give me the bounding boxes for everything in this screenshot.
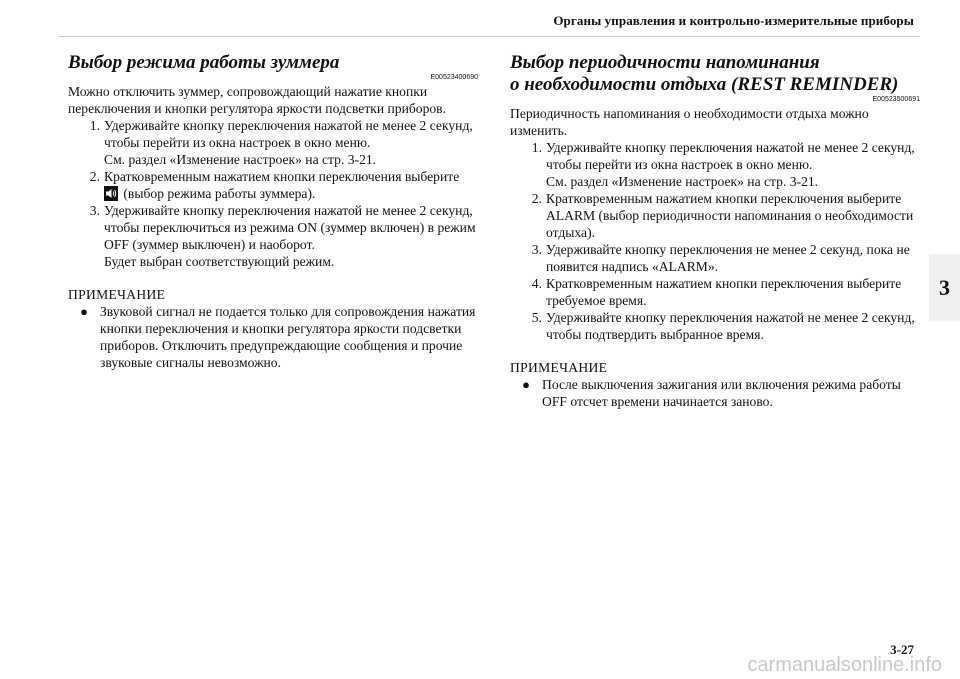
note-text: После выключения зажигания или включения режима работы OFF отсчет времени начинается заново. (542, 377, 901, 409)
step-text: Удерживайте кнопку переключения нажатой не менее 2 секунд, чтобы подтвердить выбранное время. (546, 310, 915, 342)
note-block (510, 359, 920, 410)
steps-list (68, 117, 478, 270)
left-column (68, 52, 478, 371)
note-heading: ПРИМЕЧАНИЕ (68, 287, 166, 302)
note-heading: ПРИМЕЧАНИЕ (510, 360, 608, 375)
right-column (510, 52, 920, 410)
step-text: Удерживайте кнопку переключения не менее 2 секунд, пока не появится надпись «ALARM». (546, 242, 910, 274)
list-item (510, 190, 920, 241)
chapter-tab[interactable]: 3 (929, 254, 960, 321)
list-item (510, 275, 920, 309)
note-item (68, 303, 478, 371)
step-result: Будет выбран соответствующий режим. (104, 254, 335, 269)
list-item (510, 241, 920, 275)
watermark[interactable]: carmanualsonline.info (747, 654, 942, 676)
section-title-line1: Выбор периодичности напоминания (510, 52, 820, 73)
speaker-icon (104, 186, 118, 201)
section-title-rest-reminder (510, 52, 920, 96)
note-item (510, 376, 920, 410)
list-item (68, 168, 478, 202)
header-divider (58, 36, 920, 37)
section-title-line2: о необходимости отдыха (REST REMINDER) (510, 74, 899, 95)
list-item (68, 117, 478, 168)
page-number: 3-27 (890, 642, 914, 657)
step-text: Кратковременным нажатием кнопки переключения выберите требуемое время. (546, 276, 902, 308)
bullet-icon: ● (522, 377, 530, 392)
step-text: Удерживайте кнопку переключения нажатой не менее 2 секунд, чтобы перейти из окна настроек в окно меню. (546, 140, 915, 172)
section-code: E00523400690 (430, 74, 478, 81)
step-text: Удерживайте кнопку переключения нажатой не менее 2 секунд, чтобы переключиться из режима ON (зуммер включен) в режим OFF (зуммер выключен) и наоборот. (104, 203, 476, 252)
section-title-buzzer: Выбор режима работы зуммера (68, 52, 340, 73)
step-text-after-icon: (выбор режима работы зуммера). (123, 186, 316, 201)
step-reference: См. раздел «Изменение настроек» на стр. 3-21. (546, 174, 819, 189)
step-number: 2. (89, 169, 100, 184)
step-number: 1. (89, 118, 100, 133)
steps-list (510, 139, 920, 343)
step-number: 4. (531, 276, 542, 291)
step-number: 3. (89, 203, 100, 218)
list-item (510, 139, 920, 190)
step-text: Удерживайте кнопку переключения нажатой не менее 2 секунд, чтобы перейти из окна настроек в окно меню. (104, 118, 473, 150)
list-item (510, 309, 920, 343)
step-number: 3. (531, 242, 542, 257)
step-text: Кратковременным нажатием кнопки переключения выберите ALARM (выбор периодичности напоминания о необходимости отдыха). (546, 191, 914, 240)
list-item (68, 202, 478, 270)
step-number: 5. (531, 310, 542, 325)
step-number: 1. (531, 140, 542, 155)
section-intro: Можно отключить зуммер, сопровождающий нажатие кнопки переключения и кнопки регулятора яркости подсветки приборов. (68, 84, 447, 116)
header-title: Органы управления и контрольно-измерительные приборы (553, 13, 914, 28)
section-code: E00523500691 (872, 96, 920, 103)
note-block (68, 286, 478, 371)
step-reference: См. раздел «Изменение настроек» на стр. 3-21. (104, 152, 377, 167)
step-text: Кратковременным нажатием кнопки переключения выберите (104, 169, 460, 184)
note-text: Звуковой сигнал не подается только для сопровождения нажатия кнопки переключения и кнопки регулятора яркости подсветки приборов. Отключить предупреждающие сообщения и прочие звуковые сигналы невозможно. (100, 304, 476, 370)
step-number: 2. (531, 191, 542, 206)
section-intro: Периодичность напоминания о необходимости отдыха можно изменить. (510, 106, 869, 138)
bullet-icon: ● (80, 304, 88, 319)
